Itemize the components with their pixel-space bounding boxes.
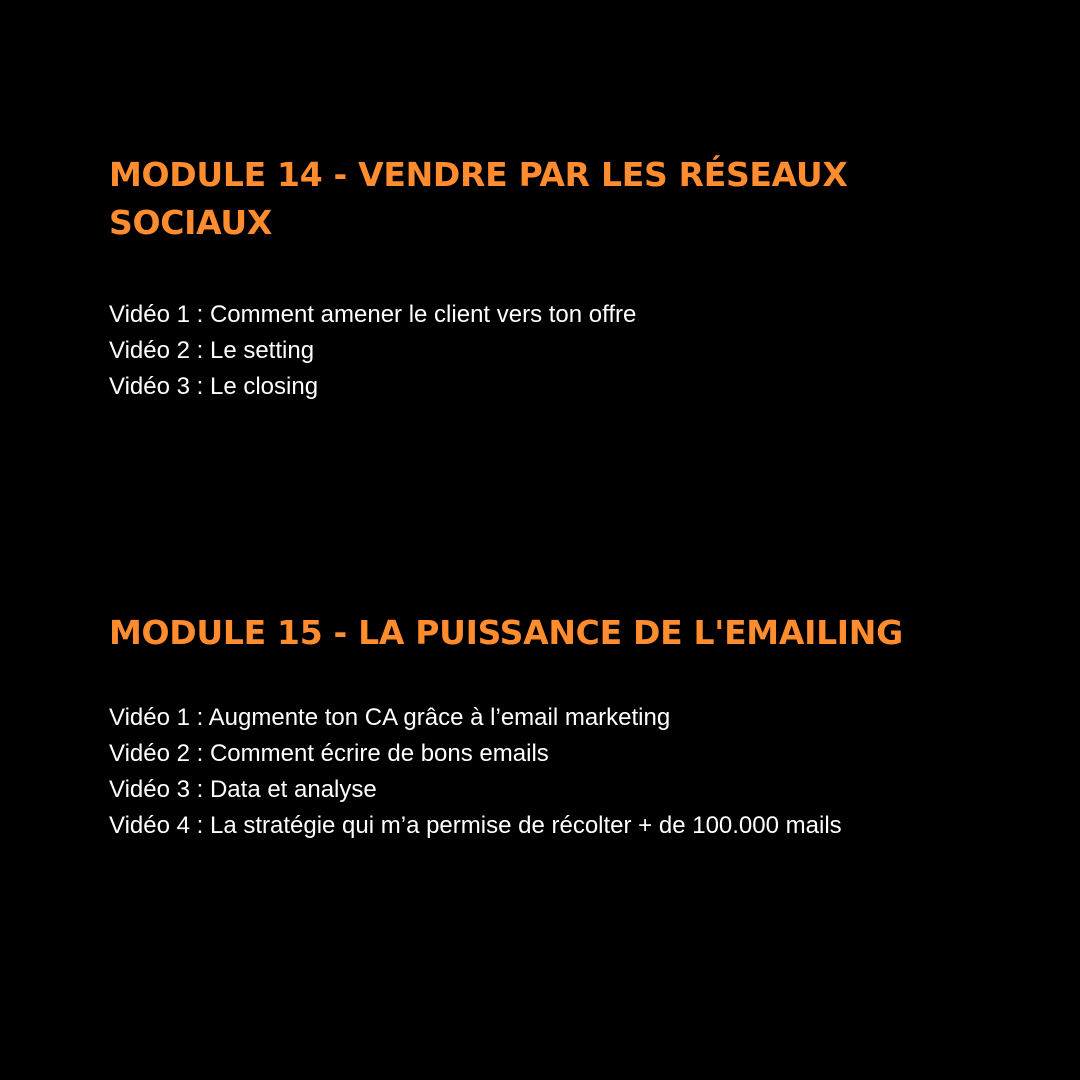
video-item: Vidéo 3 : Le closing [109,373,319,400]
video-item: Vidéo 2 : Le setting [109,337,315,364]
video-item: Vidéo 1 : Comment amener le client vers ton offre [109,301,637,328]
video-item: Vidéo 4 : La stratégie qui m’a permise de récolter + de 100.000 mails [109,812,842,839]
module-14-section [109,151,889,405]
module-title: MODULE 15 - LA PUISSANCE DE L'EMAILING [109,613,903,652]
video-item: Vidéo 1 : Augmente ton CA grâce à l’email marketing [109,704,671,731]
module-title: MODULE 14 - VENDRE PAR LES RÉSEAUX SOCIAUX [109,155,848,242]
video-list [109,297,889,405]
module-15-section [109,609,969,844]
video-item: Vidéo 3 : Data et analyse [109,776,377,803]
video-list [109,700,969,844]
video-item: Vidéo 2 : Comment écrire de bons emails [109,740,549,767]
